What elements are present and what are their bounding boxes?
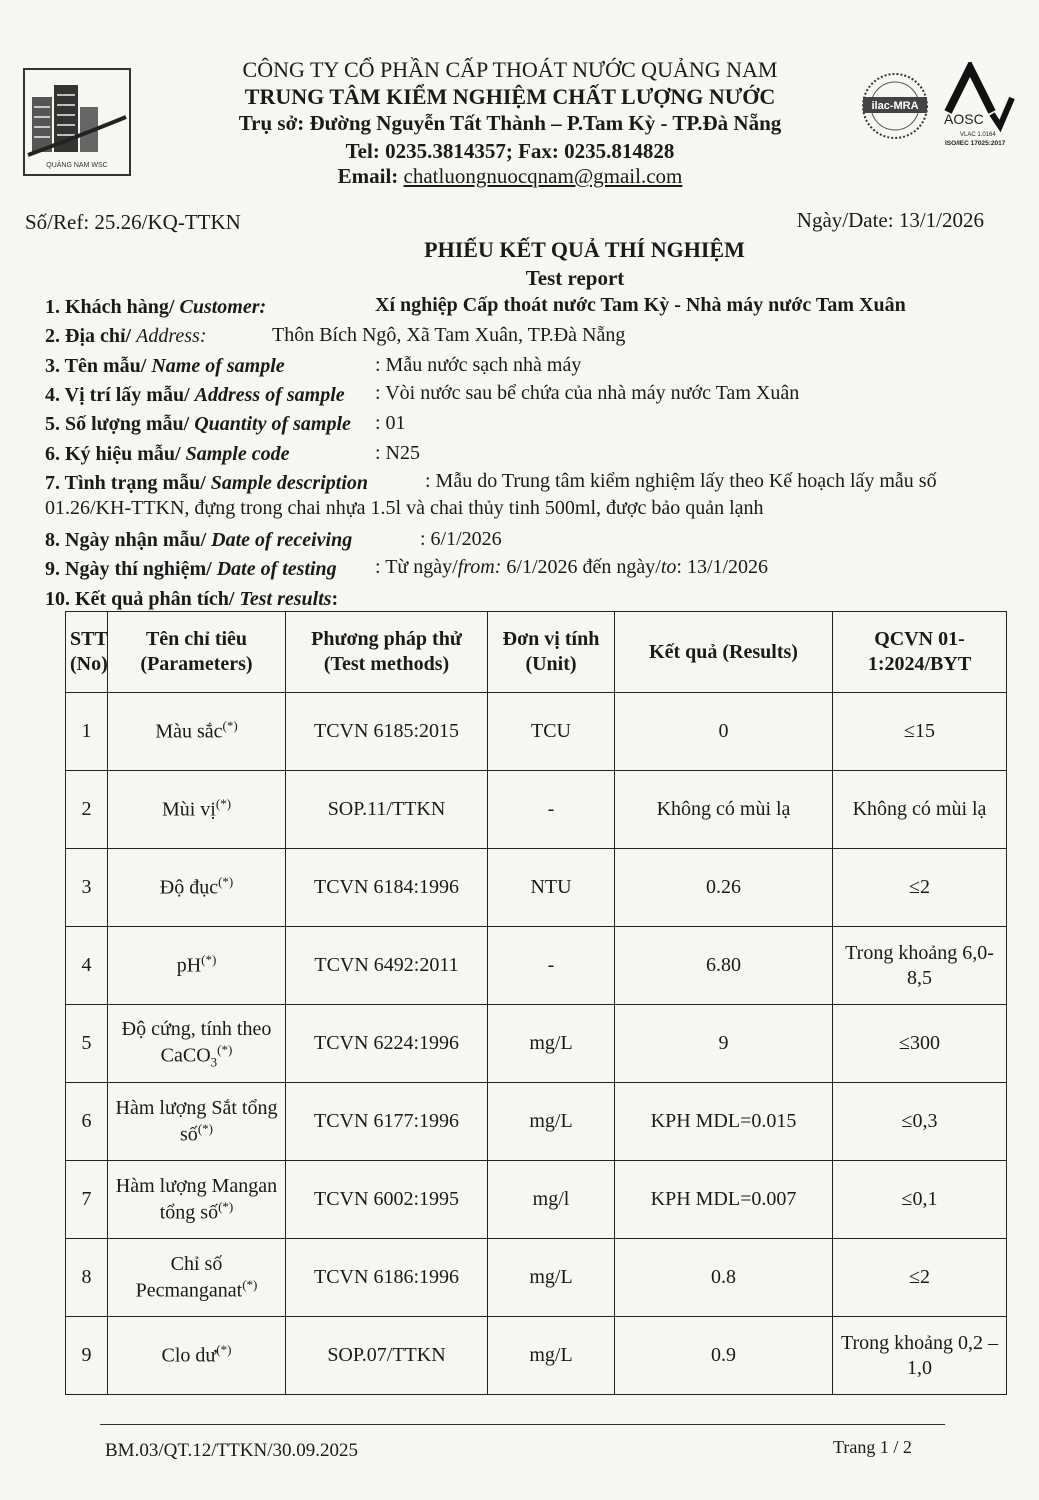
customer-row [45, 296, 266, 319]
company-logo [22, 67, 132, 177]
email-label: Email: [337, 164, 399, 188]
row-standard: ≤300 [833, 1005, 1007, 1083]
receiving-label-en: Date of receiving [211, 529, 353, 551]
email-link[interactable]: chatluongnuocqnam@gmail.com [403, 164, 683, 188]
col-header-param: Tên chỉ tiêu (Parameters) [108, 612, 286, 693]
row-standard: Trong khoảng 6,0-8,5 [833, 927, 1007, 1005]
row-method: SOP.07/TTKN [286, 1317, 488, 1395]
table-row [66, 771, 1007, 849]
parameter-name: Hàm lượng Sắt tổng số [115, 1096, 278, 1146]
row-result: 0.9 [615, 1317, 833, 1395]
row-method: SOP.11/TTKN [286, 771, 488, 849]
center-phone: Tel: 0235.3814357; Fax: 0235.814828 [345, 139, 675, 163]
address-row [45, 325, 207, 348]
row-unit: mg/l [488, 1161, 615, 1239]
row-result: 0 [615, 693, 833, 771]
parameter-name: Màu sắc [155, 720, 223, 743]
iso-text: ISO/IEC 17025:2017 [945, 140, 1006, 147]
sample-name-value: : Mẫu nước sạch nhà máy [375, 354, 582, 376]
parameter-name: Độ đục [159, 876, 219, 899]
accredited-mark: (*) [242, 1276, 258, 1292]
table-row [66, 1005, 1007, 1083]
row-standard: ≤2 [833, 1239, 1007, 1317]
parameter-name: Chỉ số Pecmanganat [135, 1252, 243, 1302]
row-parameter [108, 1317, 286, 1395]
company-name: CÔNG TY CỔ PHẦN CẤP THOÁT NƯỚC QUẢNG NAM [242, 57, 778, 82]
testing-label-en: Date of testing [216, 558, 337, 580]
row-unit: - [488, 927, 615, 1005]
description-value-1: : Mẫu do Trung tâm kiểm nghiệm lấy theo Kế hoạch lấy mẫu số [425, 470, 937, 492]
row-number: 5 [66, 1005, 108, 1083]
customer-label-en: Customer: [179, 296, 267, 318]
row-method: TCVN 6224:1996 [286, 1005, 488, 1083]
row-parameter [108, 1005, 286, 1083]
row-method: TCVN 6002:1995 [286, 1161, 488, 1239]
row-parameter [108, 693, 286, 771]
results-label-en: Test results [239, 588, 332, 610]
description-value-2: 01.26/KH-TTKN, đựng trong chai nhựa 1.5l và chai thủy tinh 500ml, được bảo quản lạnh [45, 497, 764, 519]
results-row: 10. Kết quả phân tích/ Test results: [45, 588, 339, 610]
row-unit: mg/L [488, 1317, 615, 1395]
address-label: 2. Địa chỉ/ [45, 325, 132, 347]
parameter-subscript: 3 [210, 1054, 218, 1070]
row-method: TCVN 6184:1996 [286, 849, 488, 927]
parameter-name: pH [176, 954, 202, 977]
row-number: 7 [66, 1161, 108, 1239]
sample-name-row [45, 355, 285, 378]
row-parameter [108, 1161, 286, 1239]
parameter-name: Hàm lượng Mangan tổng số [115, 1174, 278, 1224]
accreditation-logos [860, 62, 1025, 152]
accredited-mark: (*) [217, 1041, 233, 1057]
results-table [65, 611, 1007, 1395]
row-standard: ≤15 [833, 693, 1007, 771]
row-result: 9 [615, 1005, 833, 1083]
row-number: 1 [66, 693, 108, 771]
reference-number: Số/Ref: 25.26/KQ-TTKN [25, 210, 241, 234]
logo-caption: QUẢNG NAM WSC [46, 162, 108, 169]
row-unit: mg/L [488, 1083, 615, 1161]
row-unit: NTU [488, 849, 615, 927]
row-parameter [108, 771, 286, 849]
row-number: 2 [66, 771, 108, 849]
quantity-row [45, 413, 351, 436]
row-unit: mg/L [488, 1239, 615, 1317]
col-header-result: Kết quả (Results) [615, 612, 833, 693]
quantity-label: 5. Số lượng mẫu/ [45, 413, 190, 435]
sample-location-row [45, 384, 345, 407]
sample-code-row [45, 443, 289, 466]
testing-row [45, 558, 337, 581]
description-label: 7. Tình trạng mẫu/ [45, 472, 206, 494]
table-row [66, 1161, 1007, 1239]
sample-name-label-en: Name of sample [151, 355, 285, 377]
report-subtitle: Test report [525, 266, 625, 290]
quantity-label-en: Quantity of sample [194, 413, 351, 435]
report-date: Ngày/Date: 13/1/2026 [796, 208, 984, 232]
accredited-mark: (*) [218, 1198, 234, 1214]
row-standard: ≤0,3 [833, 1083, 1007, 1161]
sample-code-value: : N25 [375, 442, 420, 464]
table-row [66, 927, 1007, 1005]
testing-label: 9. Ngày thí nghiệm/ [45, 558, 212, 580]
accredited-mark: (*) [218, 874, 234, 890]
col-header-standard: QCVN 01-1:2024/BYT [833, 612, 1007, 693]
table-header-row [66, 612, 1007, 693]
vlac-text: VLAC 1.0164 [960, 132, 996, 138]
row-unit: - [488, 771, 615, 849]
row-result: KPH MDL=0.007 [615, 1161, 833, 1239]
sample-name-label: 3. Tên mẫu/ [45, 355, 147, 377]
customer-label: 1. Khách hàng/ [45, 296, 175, 318]
receiving-label: 8. Ngày nhận mẫu/ [45, 529, 207, 551]
row-standard: ≤2 [833, 849, 1007, 927]
aosc-logo-text: AOSC [944, 111, 984, 127]
address-label-en: Address: [136, 325, 207, 347]
row-result: KPH MDL=0.015 [615, 1083, 833, 1161]
report-title: PHIẾU KẾT QUẢ THÍ NGHIỆM [424, 237, 745, 262]
results-label: 10. Kết quả phân tích/ [45, 588, 235, 610]
table-row [66, 1317, 1007, 1395]
accredited-mark: (*) [197, 1120, 213, 1136]
accredited-mark: (*) [222, 718, 238, 734]
ilac-logo-text: ilac-MRA [871, 100, 919, 112]
testing-value: : Từ ngày/from: 6/1/2026 đến ngày/to: 13/1/2026 [375, 556, 769, 578]
row-standard: Trong khoảng 0,2 – 1,0 [833, 1317, 1007, 1395]
parameter-name: Độ cứng, tính theo CaCO [121, 1017, 272, 1067]
col-header-no: STT (No) [66, 612, 108, 693]
page-number: Trang 1 / 2 [833, 1437, 912, 1457]
row-standard: ≤0,1 [833, 1161, 1007, 1239]
quantity-value: : 01 [375, 412, 406, 434]
row-number: 6 [66, 1083, 108, 1161]
customer-value: Xí nghiệp Cấp thoát nước Tam Kỳ - Nhà máy nước Tam Xuân [375, 294, 906, 316]
col-header-method: Phương pháp thử (Test methods) [286, 612, 488, 693]
row-result: 0.8 [615, 1239, 833, 1317]
row-method: TCVN 6186:1996 [286, 1239, 488, 1317]
table-row [66, 1239, 1007, 1317]
receiving-value: : 6/1/2026 [420, 528, 502, 550]
row-number: 8 [66, 1239, 108, 1317]
row-result: 0.26 [615, 849, 833, 927]
sample-location-value: : Vòi nước sau bể chứa của nhà máy nước Tam Xuân [375, 382, 800, 404]
sample-location-label-en: Address of sample [194, 384, 345, 406]
table-row [66, 849, 1007, 927]
accredited-mark: (*) [216, 1342, 232, 1358]
center-name: TRUNG TÂM KIỂM NGHIỆM CHẤT LƯỢNG NƯỚC [244, 84, 776, 109]
table-row [66, 1083, 1007, 1161]
table-row [66, 693, 1007, 771]
sample-code-label-en: Sample code [185, 443, 290, 465]
row-method: TCVN 6177:1996 [286, 1083, 488, 1161]
row-standard: Không có mùi lạ [833, 771, 1007, 849]
row-parameter [108, 1083, 286, 1161]
row-result: Không có mùi lạ [615, 771, 833, 849]
form-code: BM.03/QT.12/TTKN/30.09.2025 [105, 1440, 358, 1461]
sample-code-label: 6. Ký hiệu mẫu/ [45, 443, 181, 465]
receiving-row [45, 529, 352, 552]
row-parameter [108, 927, 286, 1005]
footer-divider [100, 1424, 945, 1425]
row-method: TCVN 6492:2011 [286, 927, 488, 1005]
center-email [140, 164, 880, 189]
center-address: Trụ sở: Đường Nguyễn Tất Thành – P.Tam Kỳ - TP.Đà Nẵng [238, 111, 782, 135]
parameter-name: Mùi vị [161, 798, 216, 821]
row-number: 3 [66, 849, 108, 927]
accredited-mark: (*) [215, 796, 232, 812]
row-parameter [108, 1239, 286, 1317]
parameter-name: Clo dư [161, 1344, 217, 1367]
row-unit: TCU [488, 693, 615, 771]
row-number: 9 [66, 1317, 108, 1395]
row-number: 4 [66, 927, 108, 1005]
row-result: 6.80 [615, 927, 833, 1005]
description-label-en: Sample description [210, 472, 369, 494]
description-row [45, 472, 368, 495]
accredited-mark: (*) [201, 952, 217, 968]
row-method: TCVN 6185:2015 [286, 693, 488, 771]
row-parameter [108, 849, 286, 927]
sample-location-label: 4. Vị trí lấy mẫu/ [45, 384, 190, 406]
row-unit: mg/L [488, 1005, 615, 1083]
col-header-unit: Đơn vị tính (Unit) [488, 612, 615, 693]
address-value: Thôn Bích Ngô, Xã Tam Xuân, TP.Đà Nẵng [272, 324, 626, 346]
